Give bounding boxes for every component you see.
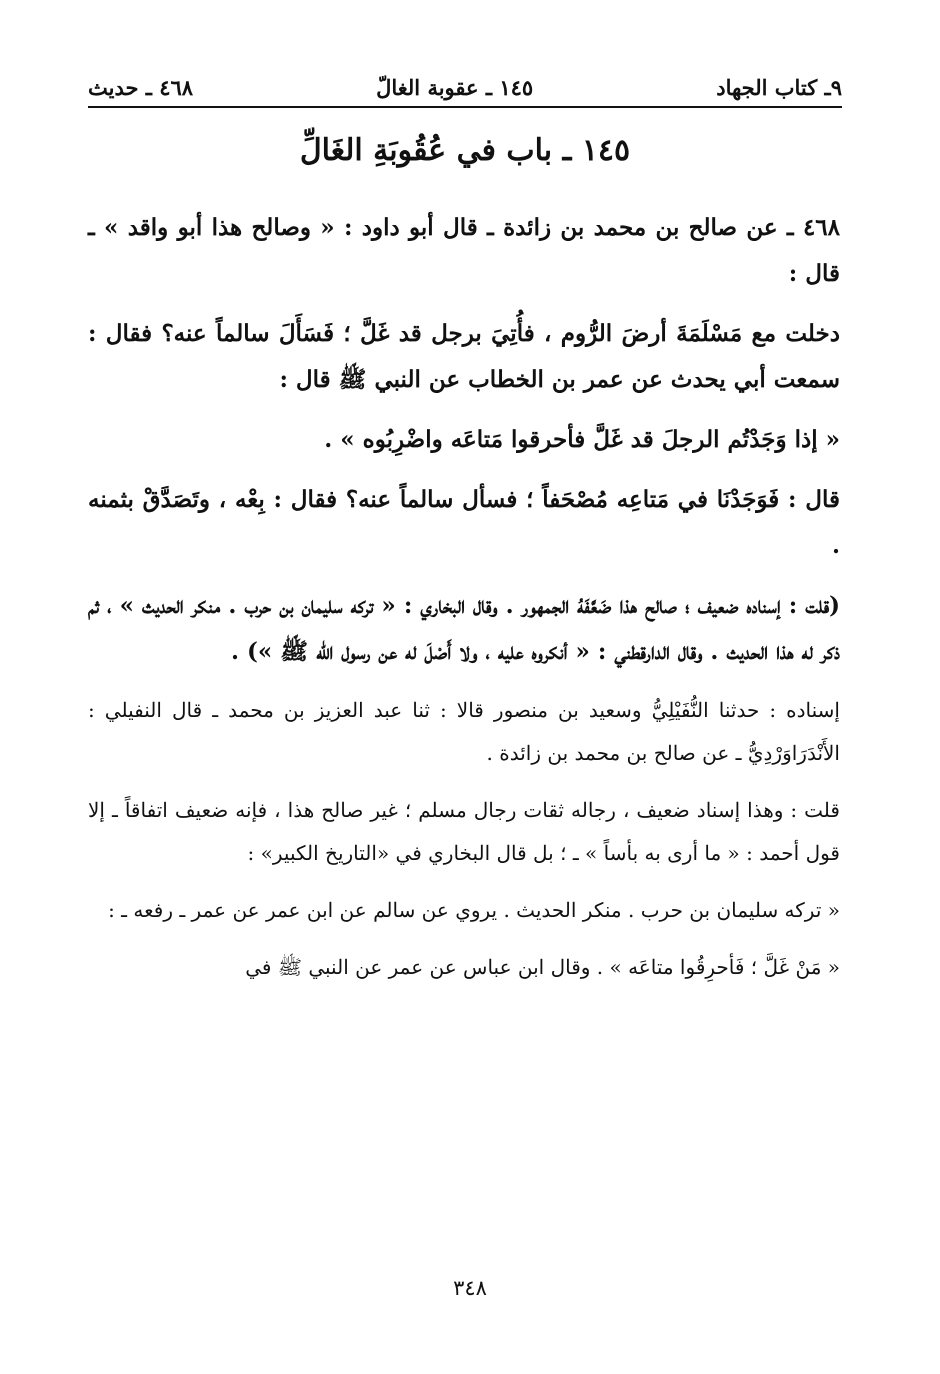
continuation-line: « مَنْ غَلَّ ؛ فَأحرِقُوا متاعَه » . وقال ابن عباس عن عمر عن النبي ﷺ في (245, 955, 840, 979)
header-divider (88, 106, 842, 108)
page-number: ٣٤٨ (453, 1276, 487, 1300)
header-hadith-number: ٤٦٨ ـ حديث (88, 74, 194, 100)
hadith-intro: ٤٦٨ ـ عن صالح بن محمد بن زائدة ـ قال أبو داود : « وصالح هذا أبو واقد » ـ قال : (88, 214, 840, 287)
grading-note: (قلت : إسناده ضعيف ؛ صالح هذا ضَعَّفَهُ الجمهور . وقال البخاري : « تركه سليمان بن حرب . منكر الحديث » ، ثم ذكر له هذا الحديث . وقال الدارقطني : « أنكروه عليه ، ولا أَصْلَ له عن رسول الله ﷺ ») . (88, 592, 840, 665)
commentary-paragraph: قلت : وهذا إسناد ضعيف ، رجاله ثقات رجال مسلم ؛ غير صالح هذا ، فإنه ضعيف اتفاقاً ـ إلا قول أحمد : « ما أرى به بأساً » ـ ؛ بل قال البخاري في «التاريخ الكبير» : (88, 798, 840, 865)
page-body (88, 205, 840, 1003)
header-book-title: ٩ـ كتاب الجهاد (716, 74, 842, 100)
isnad-paragraph: إسناده : حدثنا النُّفَيْلِيُّ وسعيد بن منصور قالا : ثنا عبد العزيز بن محمد ـ قال النفيلي : الأَنْدَرَاوَرْدِيُّ ـ عن صالح بن محمد بن زائدة . (88, 698, 840, 765)
hadith-quote: « إذا وَجَدْتُم الرجلَ قد غَلَّ فأحرقوا مَتاعَه واضْرِبُوه » . (324, 426, 840, 453)
header-chapter-title: ١٤٥ ـ عقوبة الغالّ (376, 74, 534, 100)
chapter-heading: ١٤٥ ـ باب في عُقُوبَةِ الغَالِّ (299, 133, 631, 168)
bukhari-quote: « تركه سليمان بن حرب . منكر الحديث . يروي عن سالم عن ابن عمر عن عمر ـ رفعه ـ : (108, 898, 840, 922)
hadith-narration: دخلت مع مَسْلَمَةَ أرضَ الرُّوم ، فأُتِيَ برجل قد غَلَّ ؛ فَسَأَلَ سالماً عنه؟ فقال : سمعت أبي يحدث عن عمر بن الخطاب عن النبي ﷺ قال : (88, 320, 840, 393)
hadith-conclusion: قال : فَوَجَدْنَا في مَتاعِه مُصْحَفاً ؛ فسأل سالماً عنه؟ فقال : بِعْه ، وتَصَدَّقْ بثمنه . (88, 486, 840, 559)
running-header (88, 70, 842, 104)
